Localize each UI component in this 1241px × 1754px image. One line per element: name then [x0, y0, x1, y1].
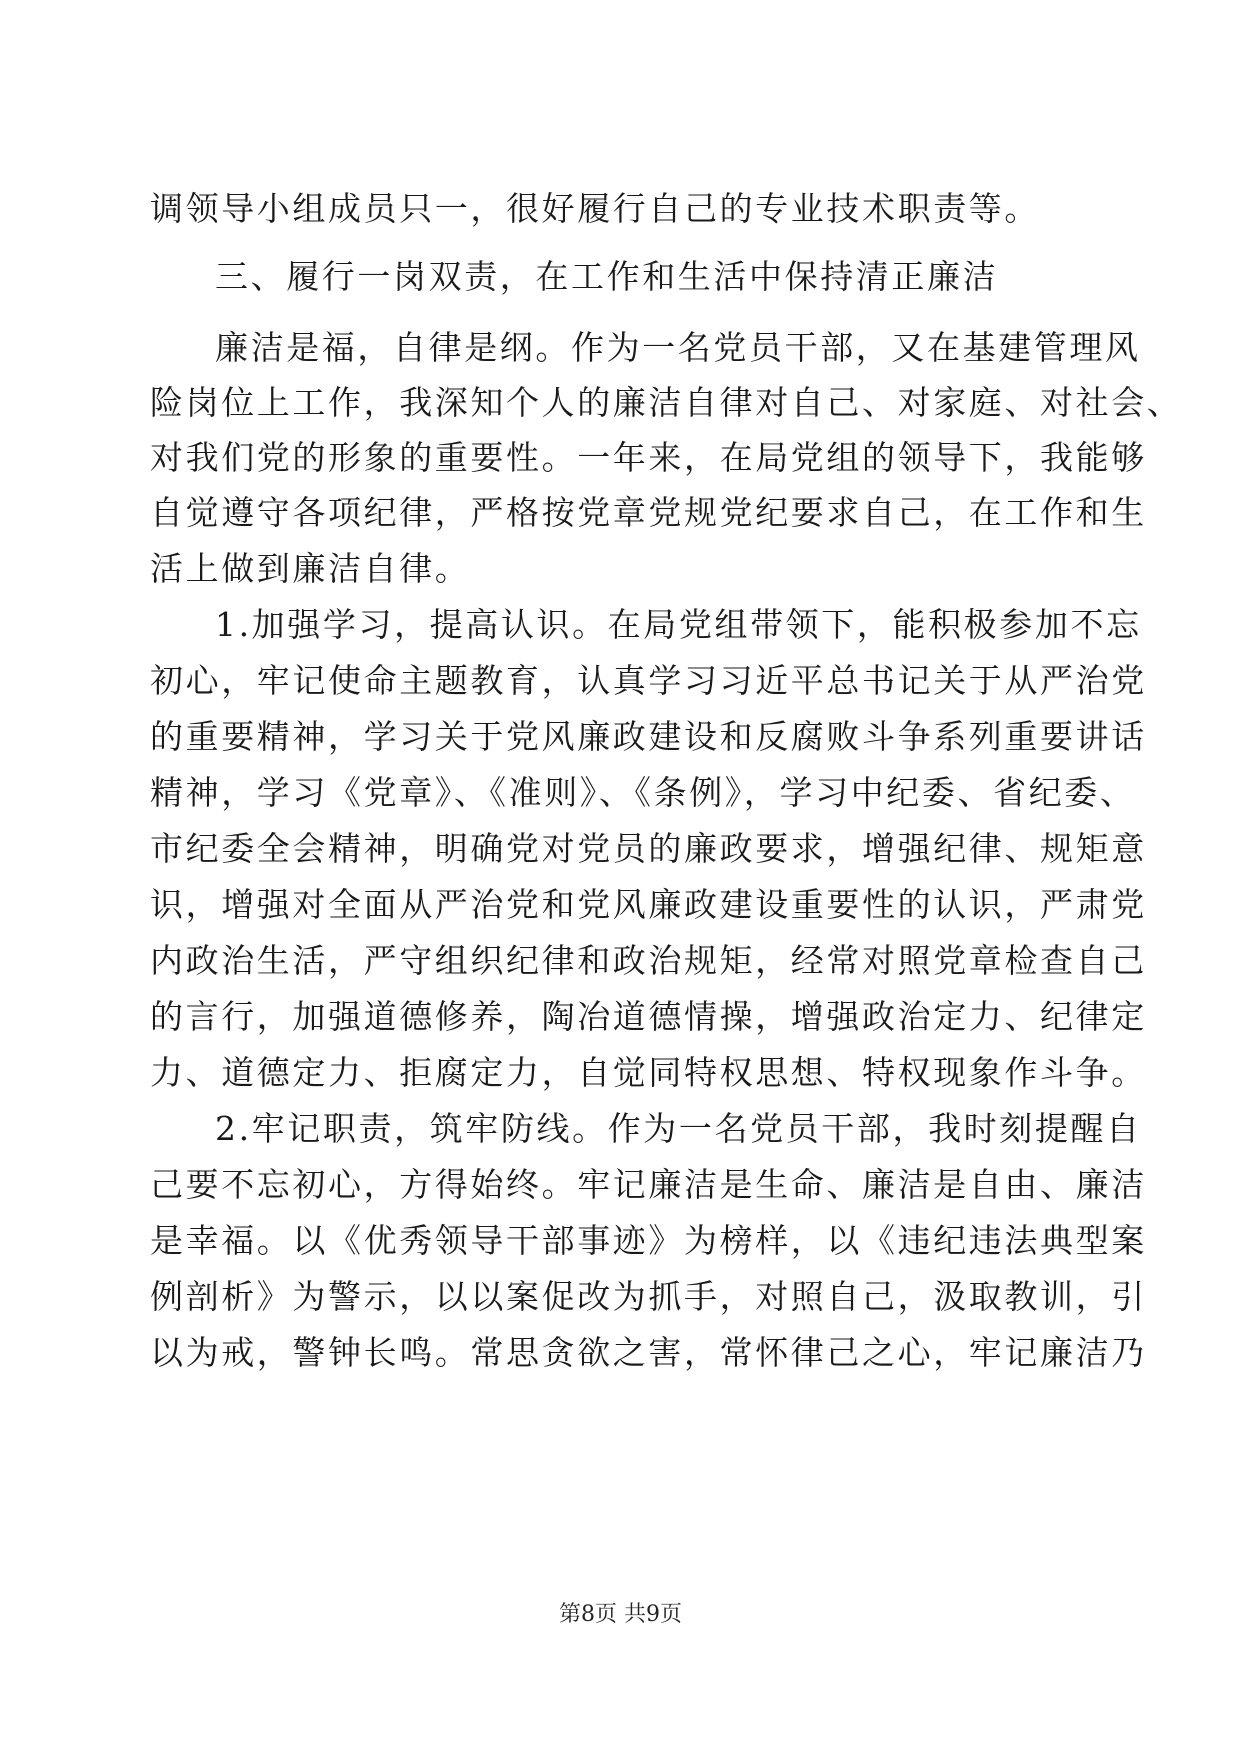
text-line: 自觉遵守各项纪律，严格按党章党规党纪要求自己，在工作和生: [150, 493, 1147, 532]
text-line: 的重要精神，学习关于党风廉政建设和反腐败斗争系列重要讲话: [150, 717, 1147, 756]
text-line: 内政治生活，严守组织纪律和政治规矩，经常对照党章检查自己: [150, 941, 1147, 980]
text-line: 的言行，加强道德修养，陶冶道德情操，增强政治定力、纪律定: [150, 997, 1147, 1036]
text-line: 例剖析》为警示，以以案促改为抓手，对照自己，汲取教训，引: [150, 1277, 1147, 1316]
section-heading: 三、履行一岗双责，在工作和生活中保持清正廉洁: [215, 257, 999, 296]
text-line: 精神，学习《党章》、《准则》、《条例》，学习中纪委、省纪委、: [150, 773, 1136, 812]
text-line: 以为戒，警钟长鸣。常思贪欲之害，常怀律己之心，牢记廉洁乃: [150, 1333, 1147, 1372]
text-line: 活上做到廉洁自律。: [150, 549, 471, 588]
text-line: 力、道德定力、拒腐定力，自觉同特权思想、特权现象作斗争。: [150, 1053, 1147, 1092]
text-line: 廉洁是福，自律是纲。作为一名党员干部，又在基建管理风: [215, 328, 1141, 367]
text-line: 险岗位上工作，我深知个人的廉洁自律对自己、对家庭、对社会、: [150, 383, 1183, 422]
text-line: 2.牢记职责，筑牢防线。作为一名党员干部，我时刻提醒自: [215, 1109, 1142, 1148]
text-line: 1.加强学习，提高认识。在局党组带领下，能积极参加不忘: [215, 605, 1142, 644]
text-line: 调领导小组成员只一，很好履行自己的专业技术职责等。: [150, 189, 1040, 228]
text-line: 市纪委全会精神，明确党对党员的廉政要求，增强纪律、规矩意: [150, 829, 1147, 868]
text-line: 是幸福。以《优秀领导干部事迹》为榜样，以《违纪违法典型案: [150, 1221, 1147, 1260]
text-line: 对我们党的形象的重要性。一年来，在局党组的领导下，我能够: [150, 438, 1147, 477]
text-line: 识，增强对全面从严治党和党风廉政建设重要性的认识，严肃党: [150, 885, 1147, 924]
text-line: 初心，牢记使命主题教育，认真学习习近平总书记关于从严治党: [150, 661, 1147, 700]
page-number-footer: 第8页 共9页: [559, 1602, 682, 1627]
text-line: 己要不忘初心，方得始终。牢记廉洁是生命、廉洁是自由、廉洁: [150, 1165, 1147, 1204]
